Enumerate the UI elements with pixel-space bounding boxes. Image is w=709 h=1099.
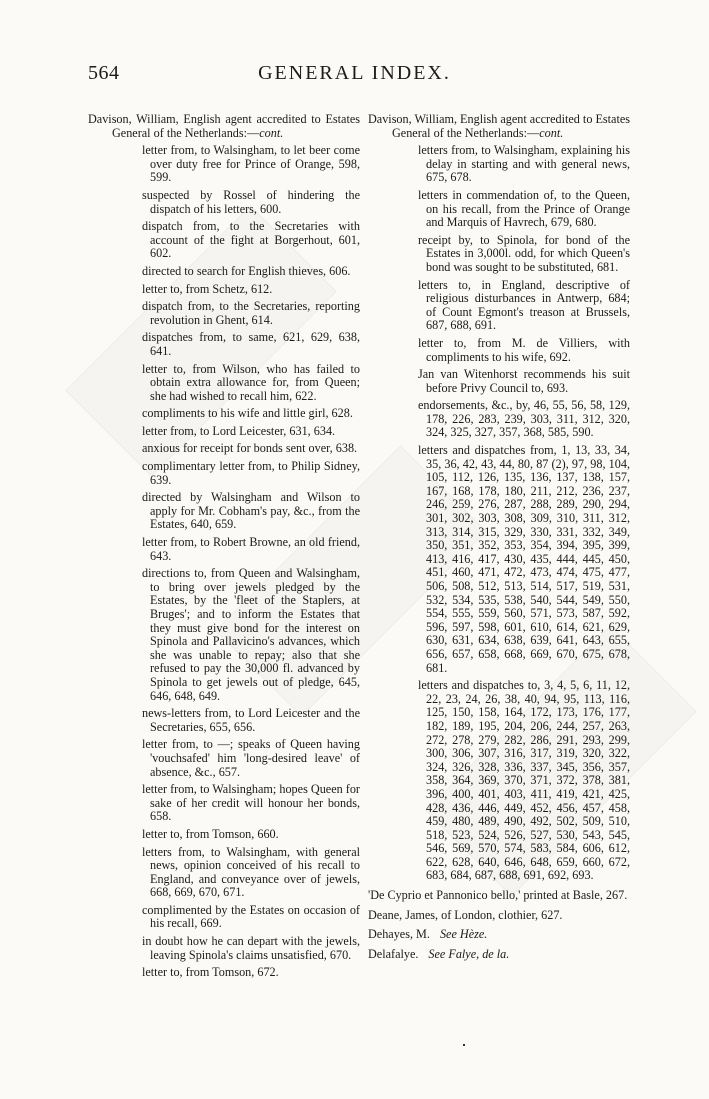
left-column (88, 113, 360, 984)
index-entry-text: Delafalye. (368, 946, 419, 961)
see-reference: See Hèze. (439, 927, 488, 942)
sub-entry: compliments to his wife and little girl, 628. (142, 406, 353, 421)
sub-entry: letters from, to Walsingham, with general news, opinion conceived of his recall to England, and conveyance over of jewels, 668, 669, 670, 671. (142, 844, 360, 900)
entry-heading-text: Davison, William, English agent accredited to Estates General of the Netherlands:— (368, 112, 630, 140)
sub-entry: letters and dispatches to, 3, 4, 5, 6, 11, 12, 22, 23, 24, 26, 38, 40, 94, 95, 113, 116, 125, 150, 158, 164, 172, 173, 176, 177, 182, 189, 195, 204, 206, 244, 257, 263, 272, 278, 279, 282, 286, 291, 293, 299, 300, 306, 307, 316, 317, 319, 320, 322, 324, 326, 328, 336, 337, 345, 356, 357, 358, 364, 369, 370, 371, 372, 378, 381, 396, 400, 401, 403, 411, 419, 421, 425, 428, 436, 446, 449, 452, 456, 457, 458, 459, 480, 489, 490, 492, 502, 509, 510, 518, 523, 524, 526, 527, 530, 543, 545, 546, 569, 570, 574, 583, 584, 606, 612, 622, 628, 640, 646, 648, 659, 660, 672, 683, 684, 687, 688, 691, 692, 693. (418, 678, 630, 883)
see-reference: See Falye, de la. (428, 946, 510, 961)
sub-entry: complimented by the Estates on occasion of his recall, 669. (142, 902, 360, 931)
sub-entry: Jan van Witenhorst recommends his suit before Privy Council to, 693. (418, 367, 630, 395)
index-entry (368, 889, 630, 903)
index-entry (368, 909, 630, 923)
cont-label: cont. (539, 125, 564, 140)
sub-entry: in doubt how he can depart with the jewels, leaving Spinola's claims unsatisfied, 670. (142, 934, 360, 962)
sub-entry: letter from, to Walsingham, to let beer come over duty free for Prince of Orange, 598, 599. (142, 143, 360, 185)
sub-entry: dispatches from, to same, 621, 629, 638, 641. (142, 330, 360, 358)
right-column (368, 113, 630, 967)
sub-entry: receipt by, to Spinola, for bond of the Estates in 3,000l. odd, for which Queen's bond was sought to be substituted, 681. (418, 232, 630, 274)
sub-entry: letter from, to Walsingham; hopes Queen for sake of her credit will honour her bonds, 658. (142, 782, 360, 824)
index-entry-text: 'De Cyprio et Pannonico bello,' printed at Basle, 267. (368, 888, 628, 903)
sub-entry: directed to search for English thieves, 606. (142, 263, 351, 278)
sub-entry: suspected by Rossel of hindering the dispatch of his letters, 600. (142, 187, 360, 216)
sub-entry: anxious for receipt for bonds sent over, 638. (142, 441, 358, 456)
entry-heading (88, 113, 360, 140)
sub-entry: letter from, to Lord Leicester, 631, 634. (142, 423, 336, 438)
sub-entry: letter from, to Robert Browne, an old friend, 643. (142, 535, 360, 563)
entry-heading (368, 113, 630, 140)
page-header (0, 62, 709, 92)
sub-entry: letter to, from M. de Villiers, with compliments to his wife, 692. (418, 335, 630, 364)
sub-entry: endorsements, &c., by, 46, 55, 56, 58, 129, 178, 226, 283, 239, 303, 311, 312, 320, 324, 325, 327, 357, 368, 585, 590. (418, 398, 630, 440)
sub-entry: complimentary letter from, to Philip Sidney, 639. (142, 459, 360, 487)
sub-entry: directed by Walsingham and Wilson to apply for Mr. Cobham's pay, &c., from the Estates, 640, 659. (142, 490, 360, 532)
sub-entry: letter from, to —; speaks of Queen having 'vouchsafed' him 'long-desired leave' of absence, &c., 657. (142, 737, 360, 779)
sub-entry: letter to, from Wilson, who has failed to obtain extra allowance for, from Queen; she had wished to recall him, 622. (142, 361, 360, 403)
sub-entry: letters to, in England, descriptive of religious disturbances in Antwerp, 684; of Count Egmont's treason at Brussels, 687, 688, 691. (418, 277, 630, 333)
end-mark (463, 1044, 465, 1046)
page-number: 564 (88, 62, 120, 84)
running-title: GENERAL INDEX. (258, 62, 451, 84)
entry-heading-text: Davison, William, English agent accredited to Estates General of the Netherlands:— (88, 112, 360, 140)
sub-entry: letter to, from Tomson, 672. (142, 965, 279, 980)
sub-entry: news-letters from, to Lord Leicester and the Secretaries, 655, 656. (142, 706, 360, 734)
index-entry (368, 948, 630, 962)
sub-entry: letters and dispatches from, 1, 13, 33, 34, 35, 36, 42, 43, 44, 80, 87 (2), 97, 98, 104, 105, 112, 126, 135, 136, 137, 138, 157, 167, 168, 178, 180, 211, 212, 236, 237, 246, 259, 276, 287, 288, 289, 290, 294, 301, 302, 303, 308, 309, 310, 311, 312, 313, 314, 315, 329, 330, 331, 332, 349, 350, 351, 352, 353, 354, 394, 395, 399, 413, 416, 417, 430, 435, 444, 445, 450, 451, 460, 471, 472, 473, 474, 475, 477, 506, 508, 512, 513, 514, 517, 519, 531, 532, 534, 535, 538, 540, 544, 549, 550, 554, 555, 559, 560, 571, 573, 587, 592, 596, 597, 598, 601, 610, 614, 621, 629, 630, 631, 634, 638, 639, 641, 643, 655, 656, 657, 658, 668, 669, 670, 675, 678, 681. (418, 443, 630, 675)
sub-entry: dispatch from, to the Secretaries, reporting revolution in Ghent, 614. (142, 299, 360, 327)
sub-entry: dispatch from, to the Secretaries with account of the fight at Borgerhout, 601, 602. (142, 219, 360, 261)
sub-entry: letter to, from Schetz, 612. (142, 281, 273, 296)
index-entry-text: Dehayes, M. (368, 927, 430, 942)
sub-entry: directions to, from Queen and Walsingham, to bring over jewels pledged by the Estates, by the 'fleet of the Staplers, at Bruges'; and to inform the Estates that they must give bond for the interest on Spinola and Pallavicino's advances, which she was unable to repay; also that she refused to pay the 30,000 fl. advanced by Spinola to get jewels out of pledge, 645, 646, 648, 649. (142, 566, 360, 703)
index-entry (368, 928, 630, 942)
index-entry-text: Deane, James, of London, clothier, 627. (368, 907, 563, 922)
sub-entry: letters from, to Walsingham, explaining his delay in starting and with general news, 675, 678. (418, 143, 630, 185)
sub-entry: letters in commendation of, to the Queen, on his recall, from the Prince of Orange and Marquis of Havrech, 679, 680. (418, 187, 630, 230)
sub-entry: letter to, from Tomson, 660. (142, 826, 279, 841)
cont-label: cont. (259, 125, 284, 140)
